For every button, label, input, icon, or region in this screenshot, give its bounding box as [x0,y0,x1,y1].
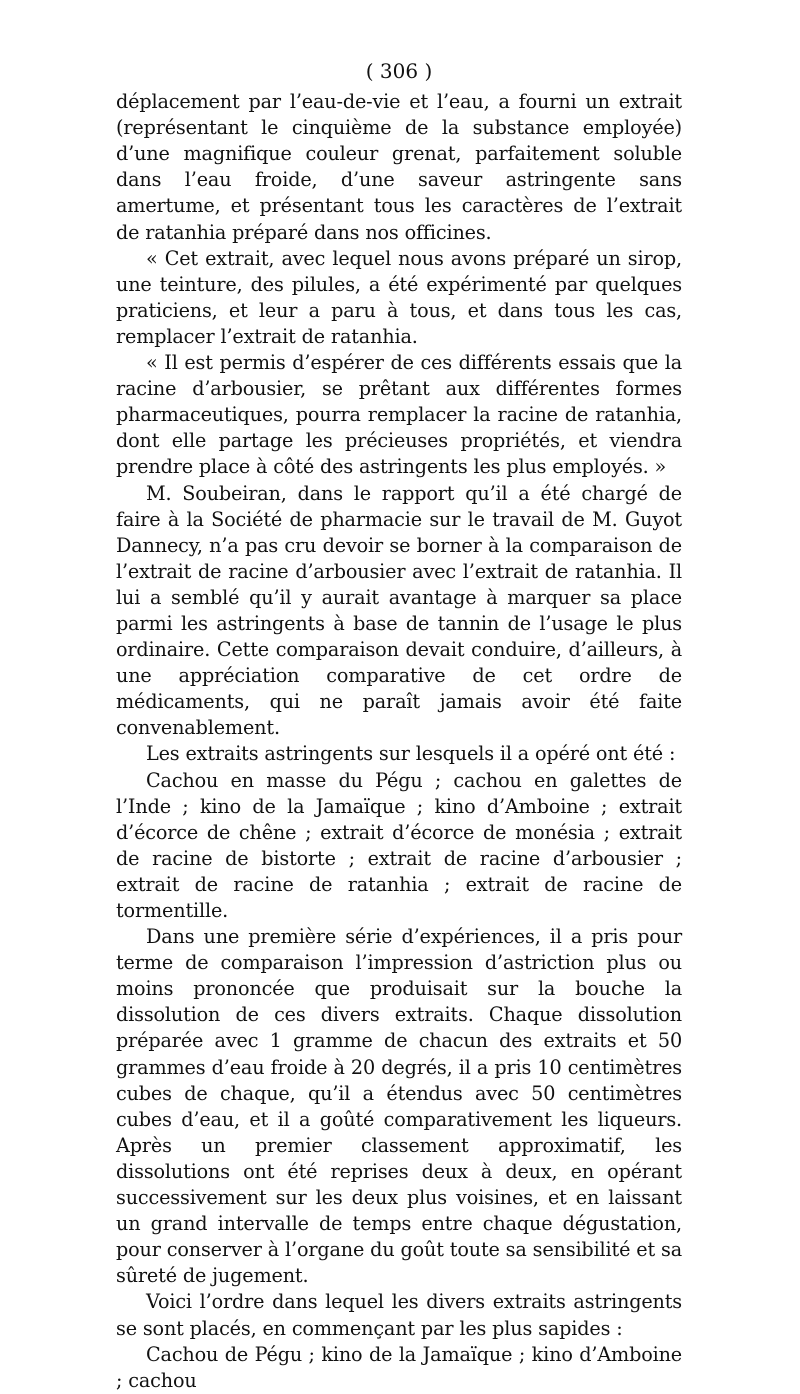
book-page [116,58,682,1394]
paragraph-7: Dans une première série d’expériences, il a pris pour terme de comparaison l’impression d’astriction plus ou moins prononcée que produisait sur la bouche la dissolution de ces divers extraits. Chaque dissolution préparée avec 1 gramme de chacun des extraits et 50 grammes d’eau froide à 20 degrés, il a pris 10 centimètres cubes de chaque, qu’il a étendus avec 50 centimètres cubes d’eau, et il a goûté comparativement les liqueurs. Après un premier classement approximatif, les dissolutions ont été reprises deux à deux, en opérant successivement sur les deux plus voisines, et en laissant un grand intervalle de temps entre chaque dégustation, pour conserver à l’organe du goût toute sa sensibilité et sa sûreté de jugement. [116,925,682,1288]
paragraph-4: M. Soubeiran, dans le rapport qu’il a été chargé de faire à la Société de pharmacie sur le travail de M. Guyot Dannecy, n’a pas cru devoir se borner à la comparaison de l’extrait de racine d’arbousier avec l’extrait de ratanhia. Il lui a semblé qu’il y aurait avantage à marquer sa place parmi les astringents à base de tannin de l’usage le plus ordinaire. Cette comparaison devait conduire, d’ailleurs, à une appréciation comparative de cet ordre de médicaments, qui ne paraît jamais avoir été faite convenablement. [116,481,682,740]
paragraph-3: « Il est permis d’espérer de ces différents essais que la racine d’arbousier, se prêtant aux différentes formes pharmaceutiques, pourra remplacer la racine de ratanhia, dont elle partage les précieuses propriétés, et viendra prendre place à côté des astringents les plus employés. » [116,351,682,479]
paragraph-2: « Cet extrait, avec lequel nous avons préparé un sirop, une teinture, des pilules, a été expérimenté par quelques praticiens, et leur a paru à tous, et dans tous les cas, remplacer l’extrait de ratanhia. [116,246,682,348]
paragraph-8: Voici l’ordre dans lequel les divers extraits astringents se sont placés, en commençant par les plus sapides : [116,1290,682,1340]
paragraph-9: Cachou de Pégu ; kino de la Jamaïque ; kino d’Amboine ; cachou [116,1342,682,1392]
paragraph-6: Cachou en masse du Pégu ; cachou en galettes de l’Inde ; kino de la Jamaïque ; kino d’Amboine ; extrait d’écorce de chêne ; extrait d’écorce de monésia ; extrait de racine de bistorte ; extrait de racine d’arbousier ; extrait de racine de ratanhia ; extrait de racine de tormentille. [116,768,682,922]
paragraph-1: déplacement par l’eau-de-vie et l’eau, a fourni un extrait (représentant le cinquième de la substance employée) d’une magnifique couleur grenat, parfaitement soluble dans l’eau froide, d’une saveur astringente sans amertume, et présentant tous les caractères de l’extrait de ratanhia préparé dans nos officines. [116,90,682,244]
paragraph-5: Les extraits astringents sur lesquels il a opéré ont été : [146,742,676,766]
page-number: ( 306 ) [365,59,433,83]
